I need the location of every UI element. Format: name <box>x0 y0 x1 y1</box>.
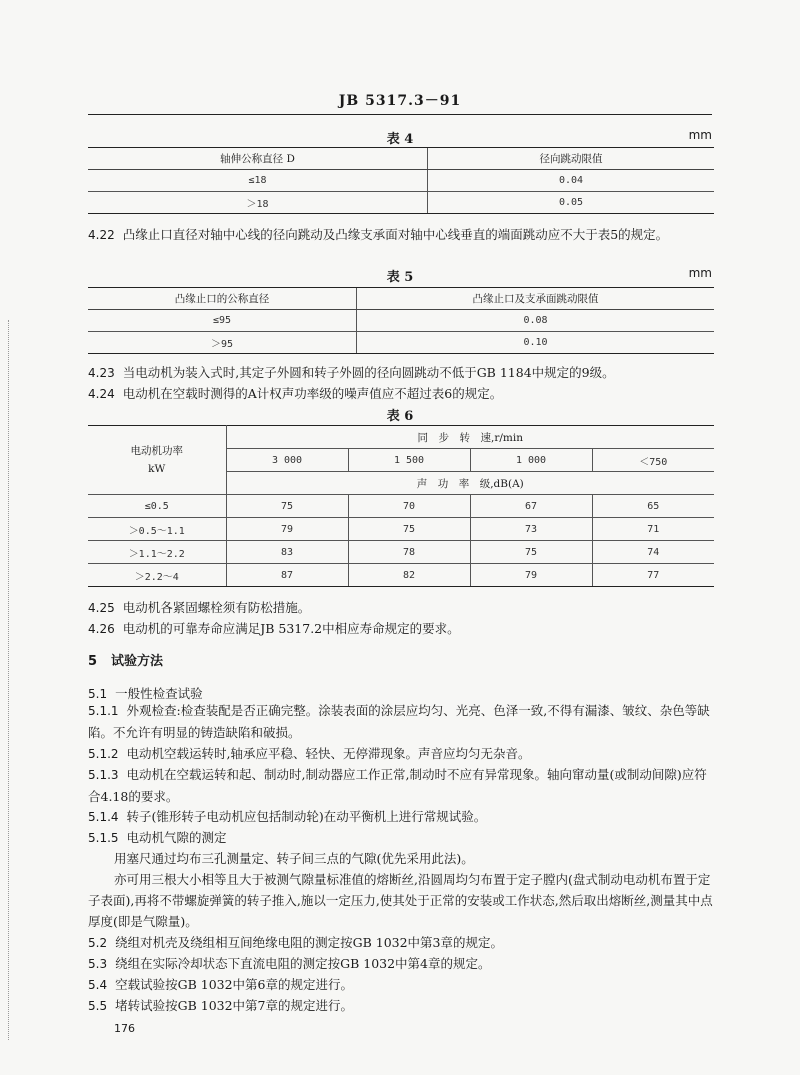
header-rule <box>88 114 712 115</box>
clause-text: 电动机在空载运转和起、制动时,制动器应工作正常,制动时不应有异常现象。轴向窜动量(或制动间隙)应符合4.18的要求。 <box>88 767 707 804</box>
clause-text: 堵转试验按GB 1032中第7章的规定进行。 <box>115 998 354 1013</box>
clause-5-4 <box>88 974 714 996</box>
table6-caption: 表 6 <box>386 409 414 424</box>
clause-4-26 <box>88 618 714 640</box>
clause-number: 4.24 <box>88 387 115 401</box>
table-cell: 79 <box>226 518 348 541</box>
table6-speed-col: 3 000 <box>226 449 348 472</box>
clause-5-2 <box>88 932 714 954</box>
clause-text: 空载试验按GB 1032中第6章的规定进行。 <box>115 977 354 992</box>
clause-5-5 <box>88 995 714 1017</box>
clause-5-3 <box>88 953 714 975</box>
clause-number: 4.26 <box>88 622 115 636</box>
table-cell: 75 <box>226 495 348 518</box>
table-cell: 0.10 <box>356 332 714 354</box>
table5 <box>88 287 714 354</box>
clause-5-1-1 <box>88 700 714 743</box>
clause-5-1-2 <box>88 743 714 765</box>
table-cell: ＞18 <box>88 192 428 214</box>
clause-number: 5.1.3 <box>88 768 119 782</box>
table6-power-unit: kW <box>148 463 166 475</box>
table6-power-header <box>88 426 226 495</box>
table6-speed-col: ＜750 <box>592 449 714 472</box>
table-cell: 0.08 <box>356 310 714 332</box>
table5-header-limit: 凸缘止口及支承面跳动限值 <box>356 288 714 310</box>
table6-speed-col: 1 000 <box>470 449 592 472</box>
clause-5-1-4 <box>88 806 714 828</box>
table-cell: ≤95 <box>88 310 356 332</box>
table-cell: 75 <box>348 518 470 541</box>
table4-unit: mm <box>688 128 712 142</box>
clause-number: 5.2 <box>88 936 108 950</box>
table4-caption: 表 4 <box>386 132 414 147</box>
clause-4-24 <box>88 383 714 405</box>
table-cell: 87 <box>226 564 348 587</box>
clause-text: 一般性检查试验 <box>115 686 203 701</box>
clause-4-25 <box>88 597 714 619</box>
table-cell: 78 <box>348 541 470 564</box>
table-cell: 77 <box>592 564 714 587</box>
table-cell: ＞0.5～1.1 <box>88 518 226 541</box>
table-cell: ＞1.1～2.2 <box>88 541 226 564</box>
table-row <box>88 495 714 518</box>
table-row <box>88 310 714 332</box>
clause-text: 绕组在实际冷却状态下直流电阻的测定按GB 1032中第4章的规定。 <box>115 956 491 971</box>
clause-4-23 <box>88 362 714 384</box>
clause-number: 5.4 <box>88 978 108 992</box>
table-row <box>88 332 714 354</box>
table-row <box>88 170 714 192</box>
clause-text: 绕组对机壳及绕组相互间绝缘电阻的测定按GB 1032中第3章的规定。 <box>115 935 504 950</box>
table-cell: 0.05 <box>428 192 714 214</box>
table-cell: 82 <box>348 564 470 587</box>
table4-header-limit: 径向跳动限值 <box>428 148 714 170</box>
clause-text: 电动机空载运转时,轴承应平稳、轻快、无停滞现象。声音应均匀无杂音。 <box>126 746 531 761</box>
binding-edge <box>8 320 10 1040</box>
table4 <box>88 147 714 214</box>
clause-text: 电动机各紧固螺栓须有防松措施。 <box>122 600 311 615</box>
clause-number: 4.23 <box>88 366 115 380</box>
table-cell: 0.04 <box>428 170 714 192</box>
table-row <box>88 192 714 214</box>
clause-number: 4.22 <box>88 228 115 242</box>
clause-4-22 <box>88 224 714 246</box>
table-row <box>88 518 714 541</box>
section-5-heading <box>88 651 714 672</box>
table-cell: 71 <box>592 518 714 541</box>
clause-text: 当电动机为装入式时,其定子外圆和转子外圆的径向圆跳动不低于GB 1184中规定的9级。 <box>122 365 615 380</box>
clause-5-1-5 <box>88 827 714 849</box>
clause-number: 5.3 <box>88 957 108 971</box>
clause-text: 电动机气隙的测定 <box>126 830 227 845</box>
clause-5-1-5-para-2: 亦可用三根大小相等且大于被测气隙量标准值的熔断丝,沿圆周均匀布置于定子膛内(盘式制动电动机布置于定子表面),再将不带螺旋弹簧的转子推入,施以一定压力,使其处于正常的安装或工作状态,然后取出熔断丝,测量其中点厚度(即是气隙量)。 <box>88 872 713 929</box>
table6-speed-col: 1 500 <box>348 449 470 472</box>
table-row <box>88 541 714 564</box>
table-cell: 79 <box>470 564 592 587</box>
page-header: JB 5317.3－91 <box>338 93 462 109</box>
table4-header-diameter: 轴伸公称直径 D <box>88 148 428 170</box>
table-cell: 70 <box>348 495 470 518</box>
table-cell: 75 <box>470 541 592 564</box>
clause-text: 凸缘止口直径对轴中心线的径向跳动及凸缘支承面对轴中心线垂直的端面跳动应不大于表5的规定。 <box>122 227 669 242</box>
clause-number: 5.5 <box>88 999 108 1013</box>
table-cell: 67 <box>470 495 592 518</box>
clause-text: 转子(锥形转子电动机应包括制动轮)在动平衡机上进行常规试验。 <box>126 809 487 824</box>
section-title: 试验方法 <box>111 654 164 669</box>
table-cell: 65 <box>592 495 714 518</box>
page-number: 176 <box>114 1022 135 1035</box>
table5-header-diameter: 凸缘止口的公称直径 <box>88 288 356 310</box>
table6-power-label: 电动机功率 <box>130 445 183 457</box>
table-cell: 83 <box>226 541 348 564</box>
clause-text: 电动机的可靠寿命应满足JB 5317.2中相应寿命规定的要求。 <box>122 621 460 636</box>
table-cell: ＞2.2～4 <box>88 564 226 587</box>
table-cell: 73 <box>470 518 592 541</box>
clause-text: 电动机在空载时测得的A计权声功率级的噪声值应不超过表6的规定。 <box>122 386 503 401</box>
table-cell: ≤18 <box>88 170 428 192</box>
clause-number: 5.1.4 <box>88 810 119 824</box>
table-cell: 74 <box>592 541 714 564</box>
table6 <box>88 425 714 587</box>
clause-number: 5.1 <box>88 687 108 701</box>
table6-speed-header: 同 步 转 速,r/min <box>226 426 714 449</box>
table-cell: ≤0.5 <box>88 495 226 518</box>
table5-unit: mm <box>688 266 712 280</box>
section-number: 5 <box>88 654 98 669</box>
clause-5-1-5-para-1: 用塞尺通过均布三孔测量定、转子间三点的气隙(优先采用此法)。 <box>114 851 474 866</box>
clause-number: 5.1.1 <box>88 704 119 718</box>
clause-number: 5.1.2 <box>88 747 119 761</box>
clause-text: 外观检查:检查装配是否正确完整。涂装表面的涂层应均匀、光亮、色泽一致,不得有漏漆、皱纹、杂色等缺陷。不允许有明显的铸造缺陷和破损。 <box>88 703 710 740</box>
table5-caption: 表 5 <box>386 270 414 285</box>
clause-number: 5.1.5 <box>88 831 119 845</box>
table-cell: ＞95 <box>88 332 356 354</box>
table6-level-header: 声 功 率 级,dB(A) <box>226 472 714 495</box>
clause-5-1-3 <box>88 764 714 807</box>
table-row <box>88 564 714 587</box>
clause-number: 4.25 <box>88 601 115 615</box>
